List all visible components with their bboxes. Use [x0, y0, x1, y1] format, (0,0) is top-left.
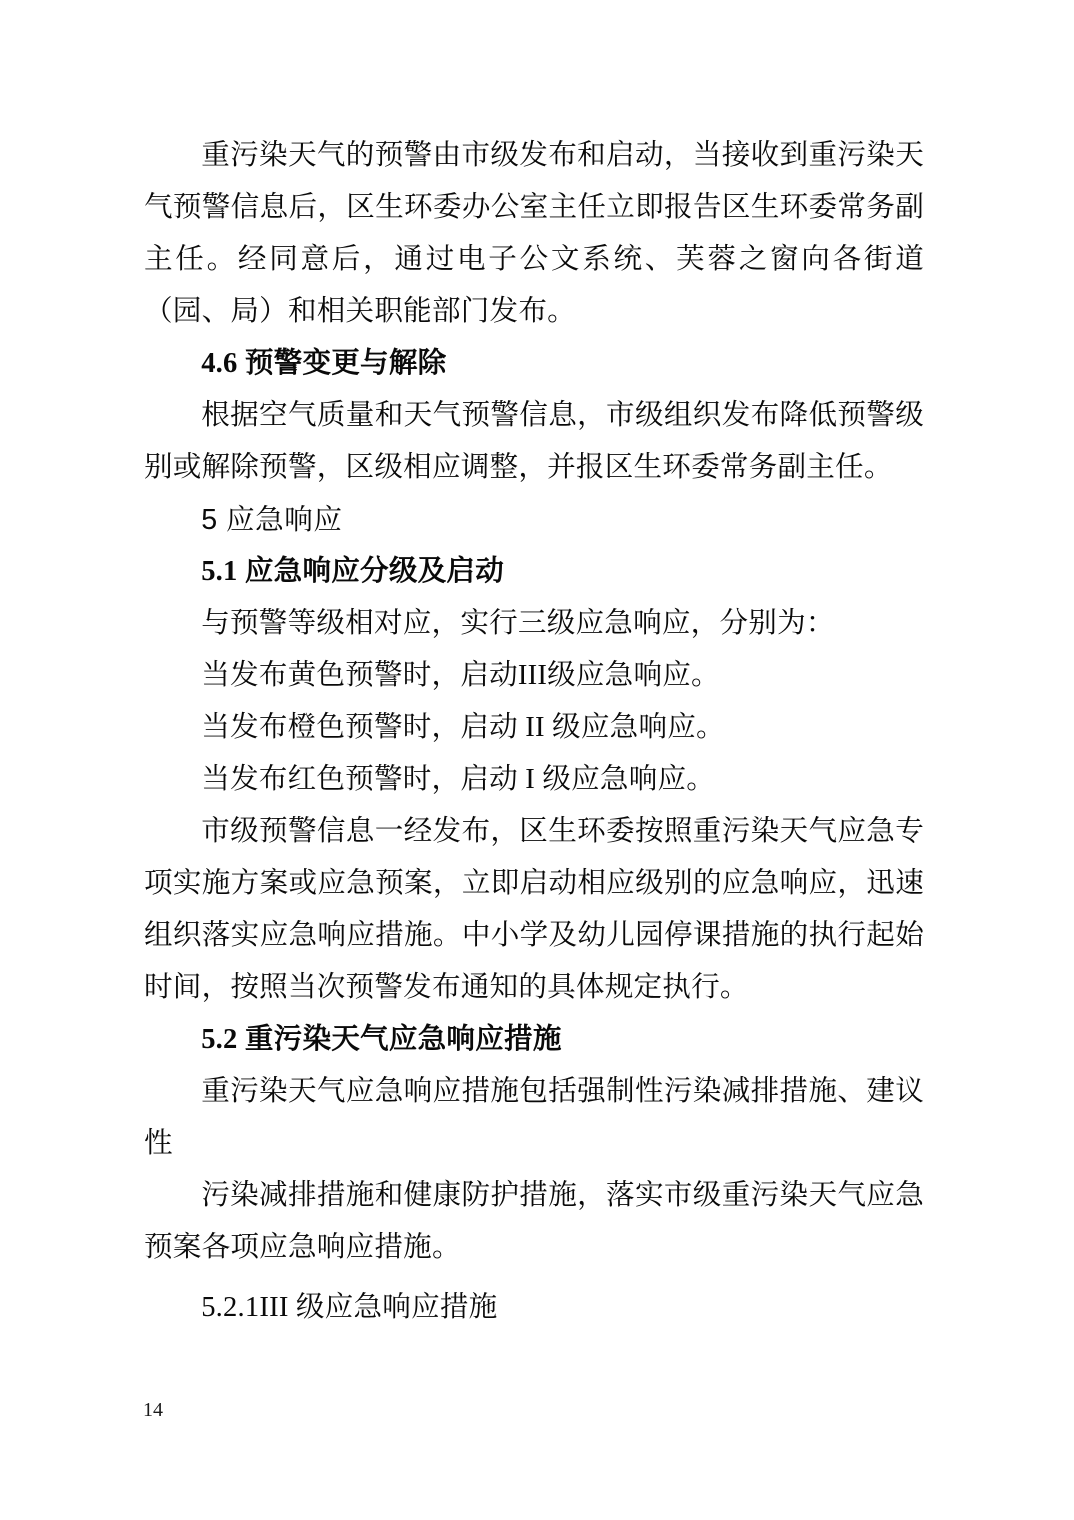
body-paragraph-response-levels: 与预警等级相对应，实行三级应急响应，分别为：	[201, 608, 835, 639]
subsection-heading-5-2-1: 5.2.1III 级应急响应措施	[201, 1292, 498, 1323]
page-number: 14	[143, 1399, 163, 1421]
body-paragraph-orange-warning: 当发布橙色预警时，启动 II 级应急响应。	[201, 712, 725, 743]
section-heading-4-6: 4.6 预警变更与解除	[201, 348, 447, 379]
body-paragraph-warning-change: 根据空气质量和天气预警信息，市级组织发布降低预警级别或解除预警，区级相应调整，并报区生环委常务副主任。	[144, 400, 924, 483]
body-paragraph-measures-detail: 污染减排措施和健康防护措施，落实市级重污染天气应急预案各项应急响应措施。	[144, 1180, 924, 1263]
chapter-heading-5: 5 应急响应	[201, 504, 343, 536]
section-heading-5-2: 5.2 重污染天气应急响应措施	[201, 1024, 562, 1055]
section-heading-5-1: 5.1 应急响应分级及启动	[201, 556, 505, 587]
body-paragraph-red-warning: 当发布红色预警时，启动 I 级应急响应。	[201, 764, 716, 795]
body-paragraph-measures-intro: 重污染天气应急响应措施包括强制性污染减排措施、建议性	[144, 1076, 924, 1159]
document-content	[144, 130, 924, 1334]
body-paragraph-warning-release: 重污染天气的预警由市级发布和启动，当接收到重污染天气预警信息后，区生环委办公室主任立即报告区生环委常务副主任。经同意后，通过电子公文系统、芙蓉之窗向各街道（园、局）和相关职能部门发布。	[144, 140, 924, 327]
body-paragraph-city-warning: 市级预警信息一经发布，区生环委按照重污染天气应急专项实施方案或应急预案，立即启动相应级别的应急响应，迅速组织落实应急响应措施。中小学及幼儿园停课措施的执行起始时间，按照当次预警发布通知的具体规定执行。	[144, 816, 924, 1003]
body-paragraph-yellow-warning: 当发布黄色预警时，启动III级应急响应。	[201, 660, 720, 691]
